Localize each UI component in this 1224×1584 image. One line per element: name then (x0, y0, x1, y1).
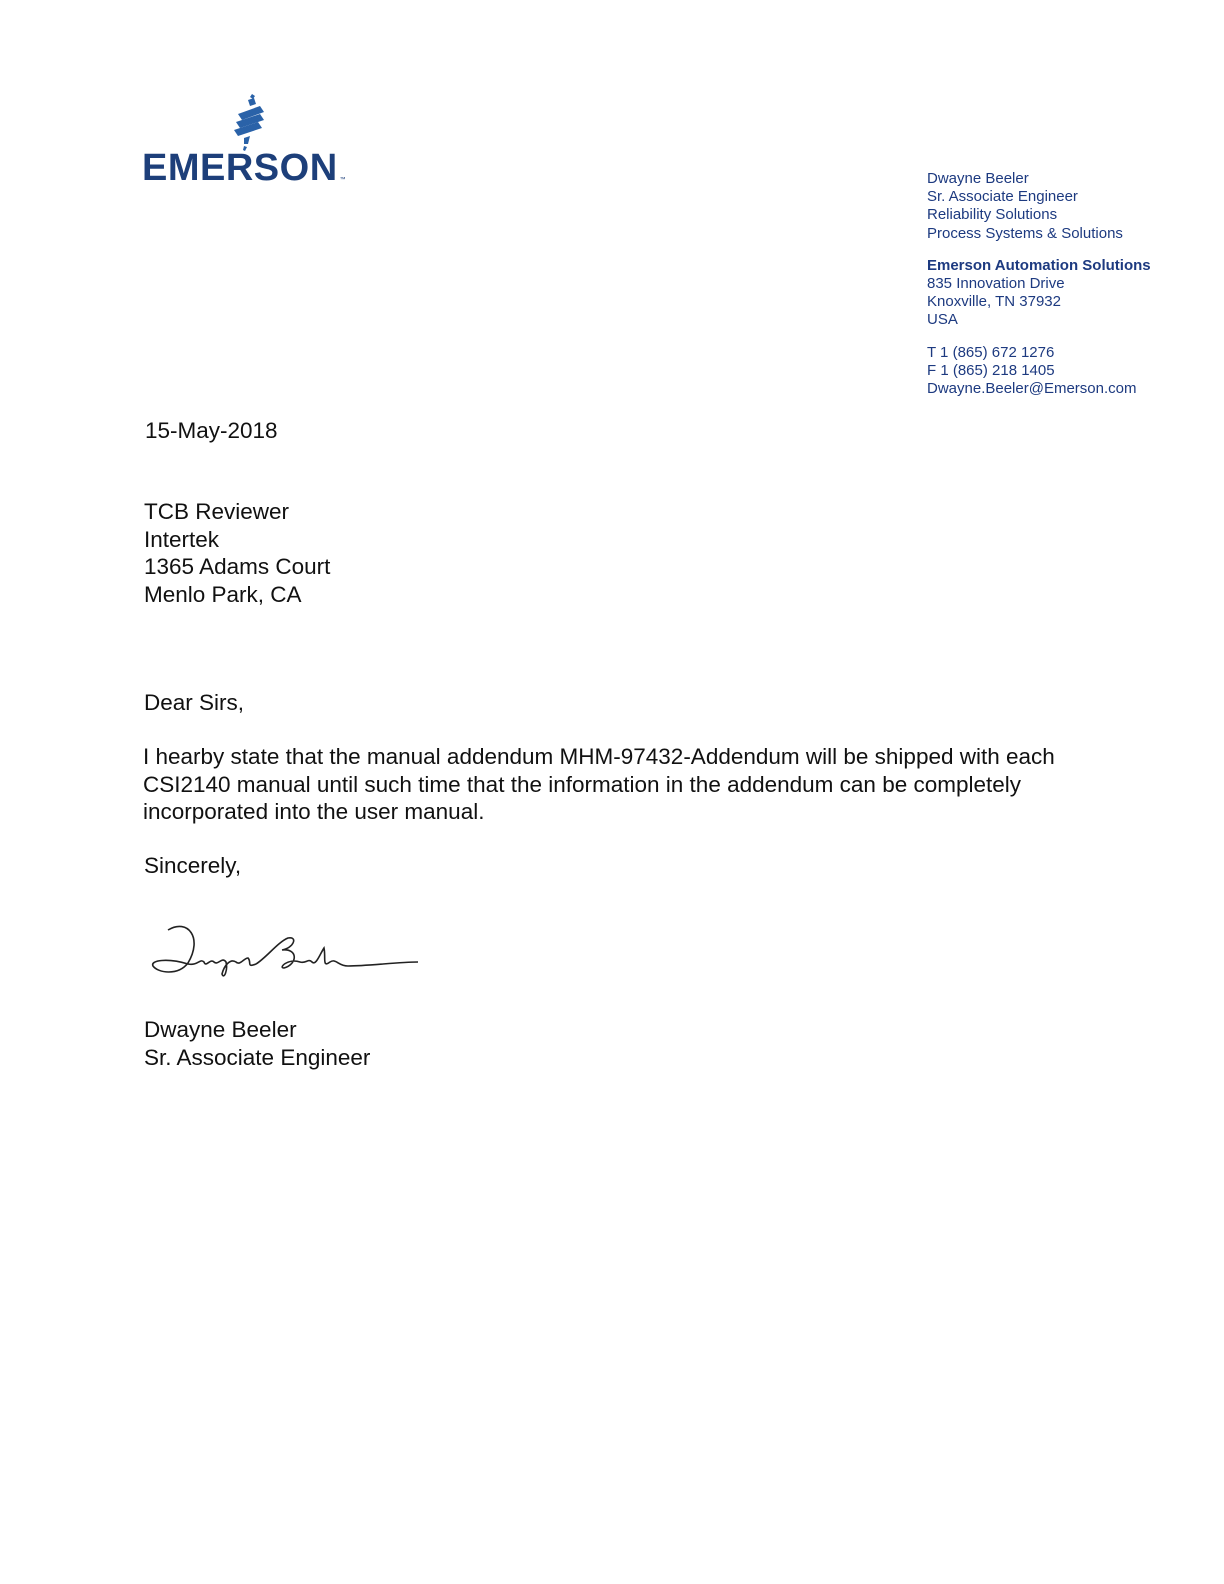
sender-division: Process Systems & Solutions (927, 224, 1123, 242)
closing: Sincerely, (144, 853, 242, 878)
logo-wordmark: EMERSON (142, 147, 338, 189)
body-paragraph: I hearby state that the manual addendum MHM-97432-Addendum will be shipped with each CSI2140 manual until such time that the information in the addendum can be completely incorporated into the user manual. (143, 744, 1055, 824)
signer-name: Dwayne Beeler (144, 1017, 297, 1042)
recipient-line: TCB Reviewer (144, 499, 290, 524)
signer-title: Sr. Associate Engineer (144, 1044, 371, 1070)
letter-date: 15-May-2018 (145, 418, 278, 443)
sender-block (927, 170, 1151, 398)
recipient-line: 1365 Adams Court (144, 554, 331, 579)
sender-fax: F 1 (865) 218 1405 (927, 361, 1055, 379)
logo-wordline (142, 148, 346, 188)
sender-company (927, 257, 1151, 275)
emerson-logo (142, 92, 382, 192)
recipient-line: Intertek (144, 526, 220, 552)
company-name: Emerson Automation Solutions (927, 256, 1151, 274)
sender-country: USA (927, 311, 958, 329)
sender-department: Reliability Solutions (927, 206, 1058, 224)
sender-address-line2: Knoxville, TN 37932 (927, 293, 1061, 311)
signature-image (148, 918, 428, 988)
recipient-block (144, 498, 330, 608)
sender-phone: T 1 (865) 672 1276 (927, 343, 1055, 361)
salutation: Dear Sirs, (144, 690, 245, 715)
logo-trademark: ™ (339, 177, 346, 183)
sender-address-line1: 835 Innovation Drive (927, 275, 1065, 293)
sender-title: Sr. Associate Engineer (927, 188, 1078, 206)
emerson-logo-mark-icon (224, 92, 274, 152)
signer-block (144, 1016, 370, 1071)
sender-name: Dwayne Beeler (927, 170, 1029, 187)
sender-email[interactable]: Dwayne.Beeler@Emerson.com (927, 380, 1137, 398)
recipient-line: Menlo Park, CA (144, 581, 302, 607)
